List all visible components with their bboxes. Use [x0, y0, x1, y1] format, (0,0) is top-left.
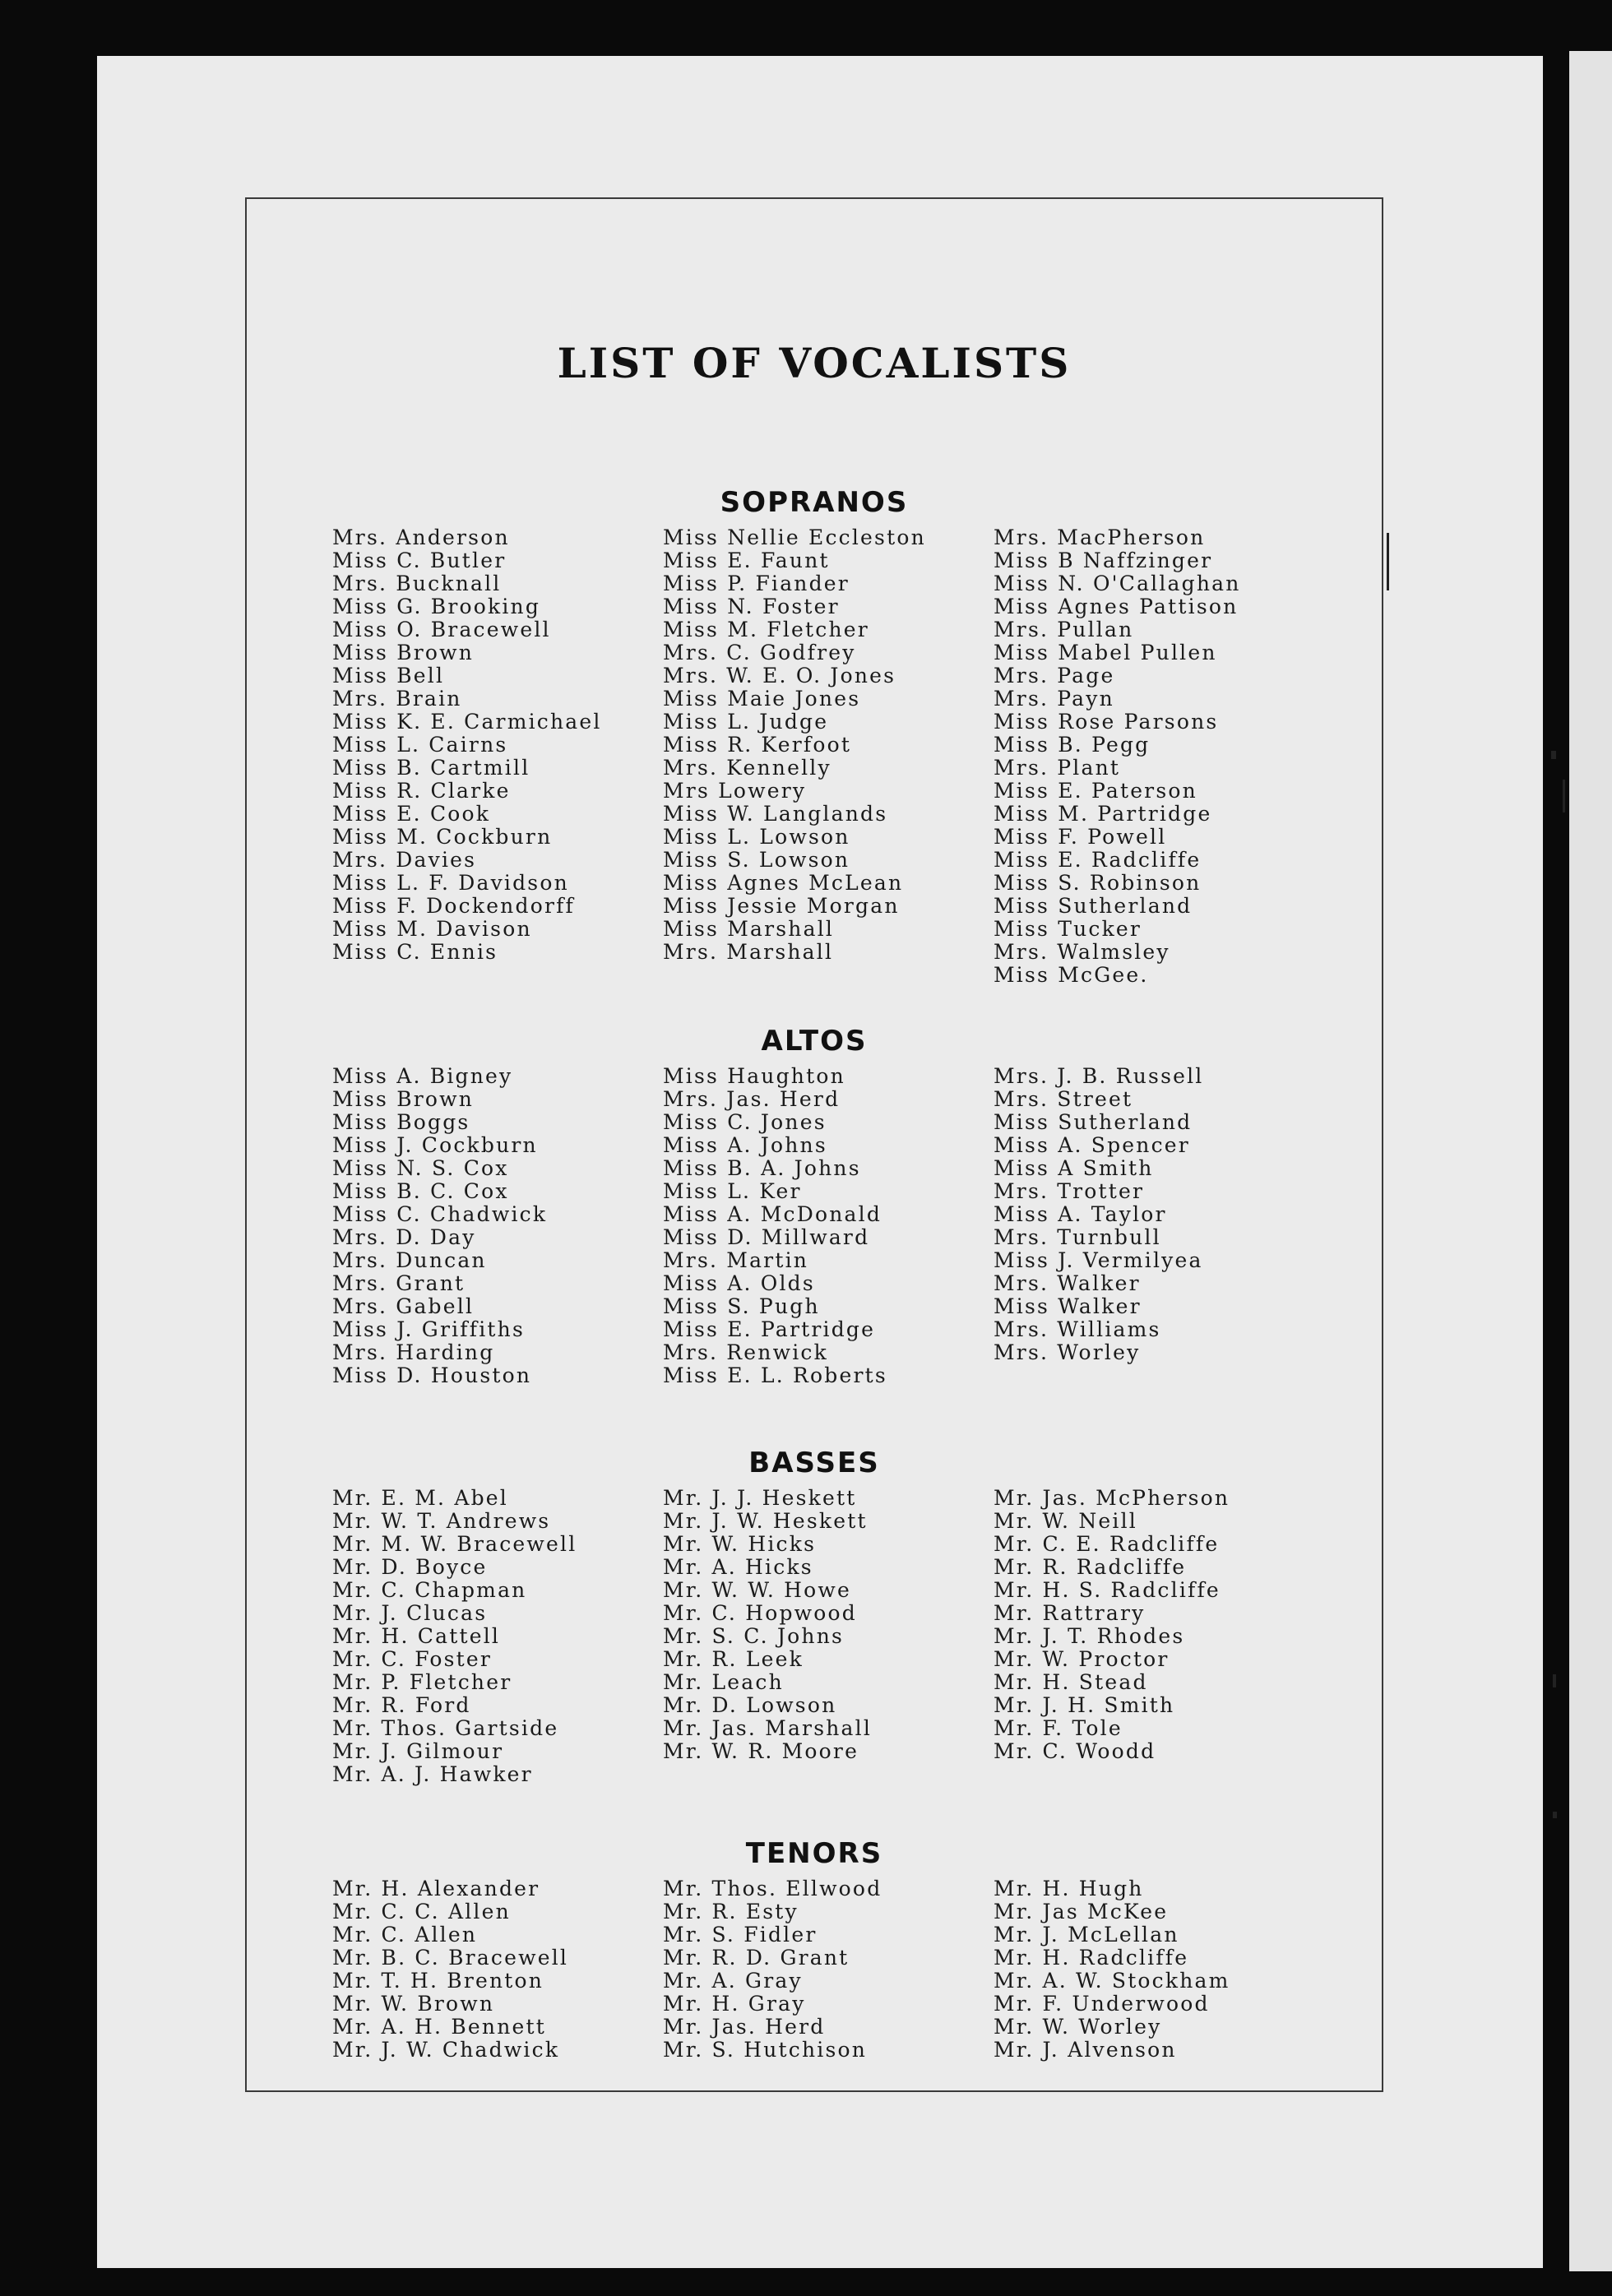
- vocalist-name: Miss A. Olds: [663, 1271, 815, 1295]
- name-column: [332, 526, 663, 987]
- vocalist-name: Mr. S. Fidler: [663, 1923, 818, 1947]
- vocalist-name: Miss Brown: [332, 1087, 475, 1111]
- vocalist-name: Miss C. Ennis: [332, 940, 498, 964]
- vocalist-name: Miss M. Davison: [332, 917, 532, 941]
- scan-mark: [1551, 751, 1556, 759]
- vocalist-name: Mrs. Davies: [332, 848, 477, 872]
- vocalist-name: Mrs. Grant: [332, 1271, 466, 1295]
- vocalist-name: Miss Jessie Morgan: [663, 894, 900, 918]
- vocalist-name: Mr. B. C. Bracewell: [332, 1946, 569, 1970]
- vocalist-name: Mrs. C. Godfrey: [663, 641, 856, 664]
- vocalist-name: Mrs. Page: [994, 664, 1115, 687]
- page-title: LIST OF VOCALISTS: [557, 339, 1072, 387]
- vocalist-name: Mrs. Bucknall: [332, 572, 502, 595]
- section-sopranos: [247, 479, 1382, 987]
- vocalist-name: Miss M. Cockburn: [332, 825, 553, 849]
- section-tenors: [247, 1830, 1382, 2062]
- scan-mark: [1553, 1674, 1556, 1687]
- vocalist-name: Miss S. Pugh: [663, 1294, 820, 1318]
- vocalist-name: Mr. M. W. Bracewell: [332, 1532, 577, 1556]
- vocalist-name: Miss A. McDonald: [663, 1202, 882, 1226]
- vocalist-name: Miss K. E. Carmichael: [332, 710, 602, 734]
- vocalist-name: Mr. J. H. Smith: [994, 1693, 1175, 1717]
- vocalist-name: Mrs. Duncan: [332, 1248, 487, 1272]
- vocalist-name: Miss B. C. Cox: [332, 1179, 509, 1203]
- vocalist-name: Mr. S. Hutchison: [663, 2038, 868, 2062]
- vocalist-name: Mr. J. Gilmour: [332, 1739, 504, 1763]
- vocalist-name: Miss B. A. Johns: [663, 1156, 861, 1180]
- vocalist-name: Miss A Smith: [994, 1156, 1154, 1180]
- scan-mark: [1387, 533, 1389, 590]
- section-heading: BASSES: [748, 1447, 880, 1479]
- vocalist-name: Miss A. Taylor: [994, 1202, 1167, 1226]
- scan-mark: [1563, 780, 1565, 812]
- vocalist-name: Miss C. Chadwick: [332, 1202, 548, 1226]
- vocalist-name: Miss D. Houston: [332, 1363, 532, 1387]
- vocalist-name: Mr. W. Hicks: [663, 1532, 817, 1556]
- vocalist-name: Mr. J. Alvenson: [994, 2038, 1177, 2062]
- vocalist-name: Miss M. Partridge: [994, 802, 1212, 826]
- vocalist-name: Mr. J. T. Rhodes: [994, 1624, 1185, 1648]
- vocalist-name: Mr. C. Woodd: [994, 1739, 1156, 1763]
- vocalist-name: Miss J. Vermilyea: [994, 1248, 1203, 1272]
- name-columns: [332, 1065, 1382, 1387]
- vocalist-name: Mr. R. Radcliffe: [994, 1555, 1187, 1579]
- vocalist-name: Mrs. Harding: [332, 1340, 495, 1364]
- vocalist-name: Mrs. Kennelly: [663, 756, 831, 780]
- vocalist-name: Mr. R. Leek: [663, 1647, 804, 1671]
- vocalist-name: Miss R. Kerfoot: [663, 733, 852, 757]
- vocalist-name: Miss Rose Parsons: [994, 710, 1219, 734]
- vocalist-name: Mr. W. Neill: [994, 1509, 1137, 1533]
- page-border: [245, 197, 1383, 2092]
- vocalist-name: Mr. Thos. Ellwood: [663, 1877, 882, 1900]
- name-column: [663, 1487, 994, 1786]
- name-column: [663, 1877, 994, 2062]
- vocalist-name: Mrs. Walker: [994, 1271, 1141, 1295]
- vocalist-name: Miss L. F. Davidson: [332, 871, 569, 895]
- vocalist-name: Mrs. Worley: [994, 1340, 1141, 1364]
- vocalist-name: Mr. Jas McKee: [994, 1900, 1169, 1923]
- vocalist-name: Miss Brown: [332, 641, 475, 664]
- vocalist-name: Miss Agnes McLean: [663, 871, 904, 895]
- vocalist-name: Miss S. Lowson: [663, 848, 850, 872]
- vocalist-name: Mr. R. D. Grant: [663, 1946, 850, 1970]
- adjacent-page-edge: [1569, 51, 1612, 2271]
- vocalist-name: Mr. T. H. Brenton: [332, 1969, 544, 1993]
- name-column: [994, 526, 1324, 987]
- vocalist-name: Mr. Rattrary: [994, 1601, 1146, 1625]
- vocalist-name: Mrs. Payn: [994, 687, 1114, 711]
- vocalist-name: Mrs. Trotter: [994, 1179, 1145, 1203]
- name-column: [994, 1065, 1324, 1387]
- vocalist-name: Miss S. Robinson: [994, 871, 1202, 895]
- vocalist-name: Mr. S. C. Johns: [663, 1624, 845, 1648]
- vocalist-name: Mrs. MacPherson: [994, 525, 1206, 549]
- vocalist-name: Miss Mabel Pullen: [994, 641, 1217, 664]
- vocalist-name: Mr. C. E. Radcliffe: [994, 1532, 1220, 1556]
- vocalist-name: Mrs. W. E. O. Jones: [663, 664, 896, 687]
- vocalist-name: Mr. Thos. Gartside: [332, 1716, 559, 1740]
- vocalist-name: Miss E. Paterson: [994, 779, 1197, 803]
- vocalist-name: Miss L. Ker: [663, 1179, 802, 1203]
- vocalist-name: Mr. E. M. Abel: [332, 1486, 508, 1510]
- vocalist-name: Miss L. Lowson: [663, 825, 850, 849]
- vocalist-name: Miss Marshall: [663, 917, 835, 941]
- vocalist-name: Mrs. Plant: [994, 756, 1121, 780]
- name-columns: [332, 526, 1382, 987]
- vocalist-name: Mr. C. Hopwood: [663, 1601, 857, 1625]
- vocalist-name: Miss B Naffzinger: [994, 549, 1213, 572]
- vocalist-name: Mr. P. Fletcher: [332, 1670, 512, 1694]
- vocalist-name: Mr. J. J. Heskett: [663, 1486, 857, 1510]
- vocalist-name: Mr. C. C. Allen: [332, 1900, 511, 1923]
- vocalist-name: Mrs. Marshall: [663, 940, 834, 964]
- vocalist-name: Mr. A. Hicks: [663, 1555, 813, 1579]
- vocalist-name: Mr. W. Worley: [994, 2015, 1162, 2039]
- vocalist-name: Mr. D. Boyce: [332, 1555, 488, 1579]
- vocalist-name: Miss A. Johns: [663, 1133, 827, 1157]
- section-basses: [247, 1439, 1382, 1786]
- vocalist-name: Mrs. Williams: [994, 1317, 1161, 1341]
- vocalist-name: Miss O. Bracewell: [332, 618, 551, 641]
- vocalist-name: Miss G. Brooking: [332, 595, 541, 618]
- vocalist-name: Miss J. Griffiths: [332, 1317, 525, 1341]
- vocalist-name: Miss C. Butler: [332, 549, 507, 572]
- vocalist-name: Mrs. D. Day: [332, 1225, 476, 1249]
- vocalist-name: Mr. H. Hugh: [994, 1877, 1144, 1900]
- vocalist-name: Miss Walker: [994, 1294, 1142, 1318]
- vocalist-name: Mr. H. S. Radcliffe: [994, 1578, 1221, 1602]
- vocalist-name: Miss M. Fletcher: [663, 618, 869, 641]
- vocalist-name: Miss F. Powell: [994, 825, 1167, 849]
- vocalist-name: Miss Maie Jones: [663, 687, 861, 711]
- vocalist-name: Miss L. Cairns: [332, 733, 508, 757]
- vocalist-name: Miss E. Radcliffe: [994, 848, 1202, 872]
- vocalist-name: Mr. F. Tole: [994, 1716, 1123, 1740]
- vocalist-name: Mr. Jas. Herd: [663, 2015, 826, 2039]
- vocalist-name: Miss E. Partridge: [663, 1317, 876, 1341]
- name-column: [994, 1487, 1324, 1786]
- vocalist-name: Miss P. Fiander: [663, 572, 850, 595]
- vocalist-name: Mr. D. Lowson: [663, 1693, 837, 1717]
- vocalist-name: Mrs. J. B. Russell: [994, 1064, 1204, 1088]
- name-column: [332, 1065, 663, 1387]
- vocalist-name: Mr. R. Ford: [332, 1693, 471, 1717]
- vocalist-name: Miss N. O'Callaghan: [994, 572, 1241, 595]
- section-heading: SOPRANOS: [720, 486, 909, 519]
- vocalist-name: Mrs. Street: [994, 1087, 1133, 1111]
- vocalist-name: Mrs Lowery: [663, 779, 807, 803]
- vocalist-name: Miss L. Judge: [663, 710, 829, 734]
- vocalist-name: Miss A. Bigney: [332, 1064, 513, 1088]
- vocalist-name: Mrs. Brain: [332, 687, 462, 711]
- vocalist-name: Mr. Jas. McPherson: [994, 1486, 1230, 1510]
- vocalist-name: Mr. R. Esty: [663, 1900, 799, 1923]
- vocalist-name: Miss E. L. Roberts: [663, 1363, 887, 1387]
- vocalist-name: Miss B. Cartmill: [332, 756, 530, 780]
- vocalist-name: Mr. W. T. Andrews: [332, 1509, 551, 1533]
- vocalist-name: Miss Bell: [332, 664, 445, 687]
- name-column: [332, 1487, 663, 1786]
- name-columns: [332, 1877, 1382, 2062]
- vocalist-name: Miss E. Cook: [332, 802, 491, 826]
- section-heading: TENORS: [745, 1837, 883, 1870]
- vocalist-name: Miss Agnes Pattison: [994, 595, 1239, 618]
- vocalist-name: Miss N. S. Cox: [332, 1156, 509, 1180]
- vocalist-name: Mr. J. McLellan: [994, 1923, 1179, 1947]
- vocalist-name: Mr. W. W. Howe: [663, 1578, 851, 1602]
- vocalist-name: Miss F. Dockendorff: [332, 894, 575, 918]
- section-heading: ALTOS: [761, 1025, 868, 1058]
- vocalist-name: Miss C. Jones: [663, 1110, 827, 1134]
- vocalist-name: Mr. J. W. Chadwick: [332, 2038, 560, 2062]
- vocalist-name: Miss B. Pegg: [994, 733, 1151, 757]
- vocalist-name: Mr. W. Proctor: [994, 1647, 1170, 1671]
- vocalist-name: Mrs. Renwick: [663, 1340, 828, 1364]
- vocalist-name: Miss Sutherland: [994, 894, 1193, 918]
- vocalist-name: Miss Nellie Eccleston: [663, 525, 926, 549]
- name-column: [663, 1065, 994, 1387]
- vocalist-name: Mrs. Martin: [663, 1248, 809, 1272]
- vocalist-name: Miss Haughton: [663, 1064, 845, 1088]
- vocalist-name: Mrs. Walmsley: [994, 940, 1170, 964]
- vocalist-name: Miss N. Foster: [663, 595, 840, 618]
- vocalist-name: Mr. H. Alexander: [332, 1877, 540, 1900]
- name-column: [994, 1877, 1324, 2062]
- vocalist-name: Mr. H. Radcliffe: [994, 1946, 1189, 1970]
- vocalist-name: Miss J. Cockburn: [332, 1133, 538, 1157]
- vocalist-name: Mr. H. Stead: [994, 1670, 1148, 1694]
- vocalist-name: Miss D. Millward: [663, 1225, 870, 1249]
- vocalist-name: Mr. W. R. Moore: [663, 1739, 859, 1763]
- vocalist-name: Mr. Leach: [663, 1670, 784, 1694]
- vocalist-name: Mrs. Anderson: [332, 525, 510, 549]
- vocalist-name: Miss Sutherland: [994, 1110, 1193, 1134]
- vocalist-name: Miss W. Langlands: [663, 802, 888, 826]
- vocalist-name: Mr. F. Underwood: [994, 1992, 1210, 2016]
- vocalist-name: Miss Boggs: [332, 1110, 470, 1134]
- vocalist-name: Miss Tucker: [994, 917, 1142, 941]
- vocalist-name: Miss R. Clarke: [332, 779, 511, 803]
- vocalist-name: Mrs. Turnbull: [994, 1225, 1161, 1249]
- vocalist-name: Miss E. Faunt: [663, 549, 830, 572]
- scan-mark: [1553, 1812, 1557, 1818]
- vocalist-name: Mr. C. Chapman: [332, 1578, 527, 1602]
- name-column: [332, 1877, 663, 2062]
- vocalist-name: Mr. W. Brown: [332, 1992, 495, 2016]
- vocalist-name: Mr. H. Gray: [663, 1992, 806, 2016]
- vocalist-name: Mr. C. Allen: [332, 1923, 478, 1947]
- vocalist-name: Mr. A. Gray: [663, 1969, 803, 1993]
- vocalist-name: Mr. J. Clucas: [332, 1601, 488, 1625]
- vocalist-name: Mrs. Pullan: [994, 618, 1134, 641]
- vocalist-name: Mrs. Jas. Herd: [663, 1087, 841, 1111]
- vocalist-name: Mr. A. W. Stockham: [994, 1969, 1230, 1993]
- vocalist-name: Mr. H. Cattell: [332, 1624, 501, 1648]
- vocalist-name: Mrs. Gabell: [332, 1294, 475, 1318]
- vocalist-name: Mr. J. W. Heskett: [663, 1509, 868, 1533]
- document-page: [97, 56, 1543, 2268]
- name-column: [663, 526, 994, 987]
- vocalist-name: Mr. Jas. Marshall: [663, 1716, 873, 1740]
- vocalist-name: Mr. C. Foster: [332, 1647, 493, 1671]
- name-columns: [332, 1487, 1382, 1786]
- vocalist-name: Mr. A. J. Hawker: [332, 1762, 533, 1786]
- section-altos: [247, 1017, 1382, 1387]
- vocalist-name: Miss McGee.: [994, 963, 1149, 987]
- vocalist-name: Miss A. Spencer: [994, 1133, 1190, 1157]
- vocalist-name: Mr. A. H. Bennett: [332, 2015, 546, 2039]
